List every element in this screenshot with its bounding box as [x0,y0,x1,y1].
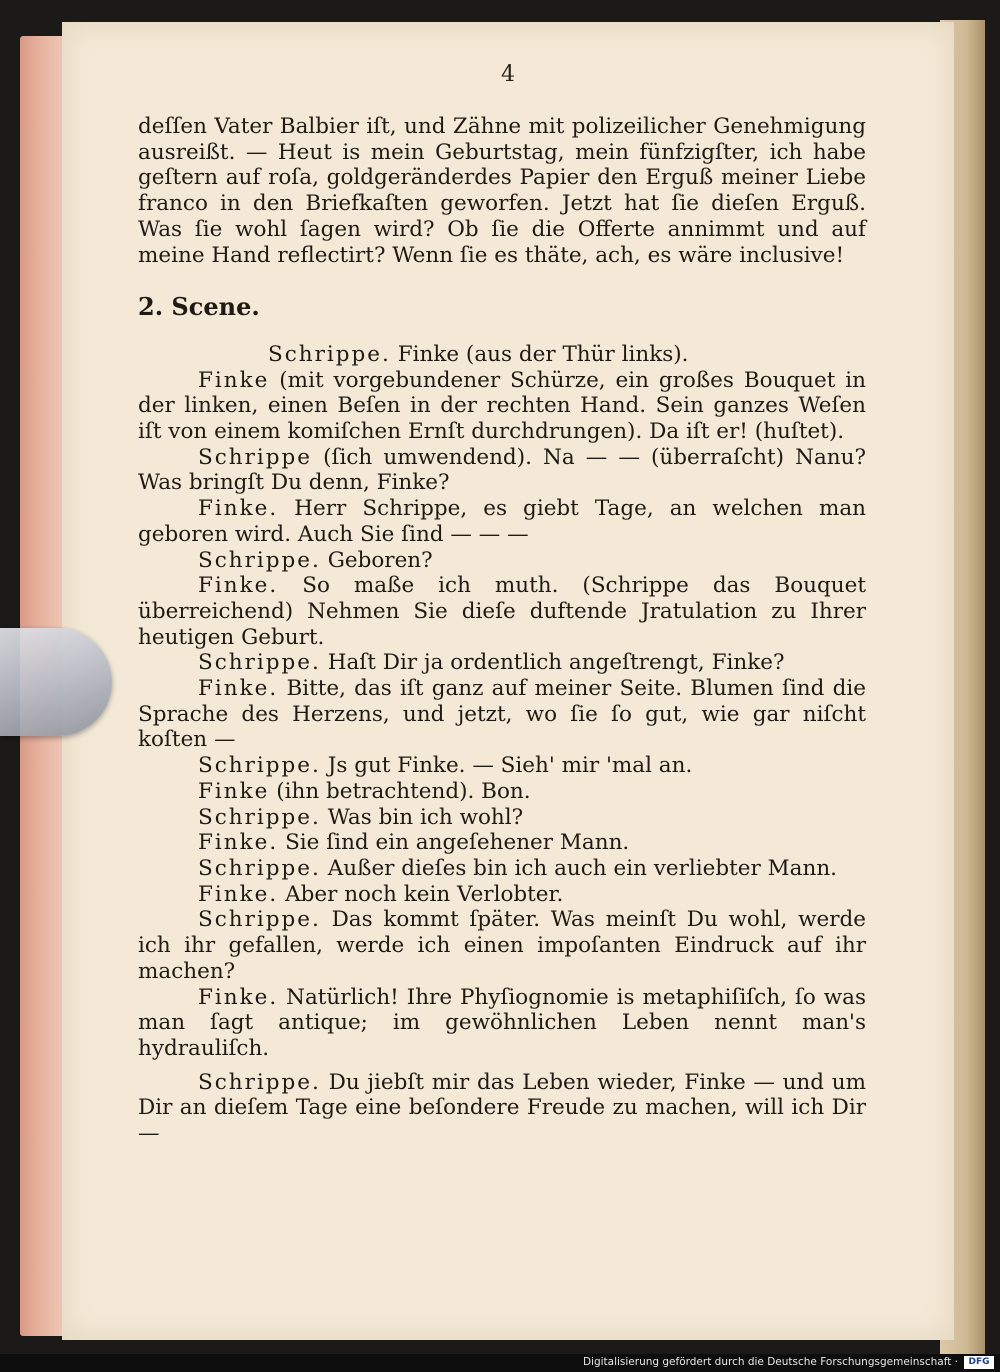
speech-text: (ſich umwendend). Na — — (überraſcht) Nanu? Was bringſt Du denn, Finke? [138,444,866,496]
speech-text: (ihn betrachtend). Bon. [276,778,531,804]
speaker-name: Finke. [198,496,279,522]
speech-line [138,779,866,805]
book-page [62,22,954,1340]
speech-line [138,676,866,753]
scene-heading: 2. Scene. [138,292,260,322]
stage-text: Finke (aus der Thür links). [397,341,689,367]
speech-line [138,1070,866,1147]
speech-line [138,368,866,445]
speech-line [138,753,866,779]
speech-line [138,573,866,650]
speaker-name: Schrippe. [198,907,321,933]
speaker-name: Schrippe. [268,341,391,367]
speech-line [138,856,866,882]
stage-direction [138,342,866,368]
speech-line [138,650,866,676]
speaker-name: Schrippe. [198,804,321,830]
speech-line [138,805,866,831]
speech-text: Aber noch kein Verlobter. [285,881,564,907]
speech-line [138,830,866,856]
page-clip [0,628,112,736]
speech-line [138,882,866,908]
speech-line [138,548,866,574]
speaker-name: Finke [198,367,270,393]
speaker-name: Schrippe. [198,650,321,676]
page-number: 4 [501,62,515,87]
speaker-name: Schrippe. [198,855,321,881]
speech-text: Außer dieſes bin ich auch ein verliebter Mann. [327,855,837,881]
dfg-logo: DFG [964,1356,994,1369]
speech-text: So maße ich muth. (Schrippe das Bouquet überreichend) Nehmen Sie dieſe duftende Jratulation zu Ihrer heutigen Geburt. [138,573,866,650]
speaker-name: Finke. [198,881,279,907]
speech-text: Geboren? [327,547,433,573]
speaker-name: Finke. [198,830,279,856]
text-block [138,114,866,1147]
speech-line [138,985,866,1062]
spacer [138,1062,866,1070]
speech-text: Js gut Finke. — Sieh' mir 'mal an. [327,753,693,779]
intro-paragraph: deſſen Vater Balbier iſt, und Zähne mit polizeilicher Genehmigung ausreißt. — Heut is mein Geburtstag, mein fünfzigſter, ich habe geſtern auf roſa, goldgeränderdes Papier den Erguß meiner Liebe franco in den Briefkaſten geworfen. Jetzt hat ſie dieſen Erguß. Was ſie wohl ſagen wird? Ob ſie die Offerte annimmt und auf meine Hand reflectirt? Wenn ſie es thäte, ach, es wäre inclusive! [138,114,866,268]
speaker-name: Schrippe. [198,1069,321,1095]
speaker-name: Schrippe. [198,753,321,779]
speaker-name: Finke. [198,984,279,1010]
footer-credit: Digitalisierung gefördert durch die Deutsche Forschungsgemeinschaft · [582,1356,958,1368]
speaker-name: Schrippe [198,444,313,470]
speech-text: Was bin ich wohl? [327,804,524,830]
speech-line [138,445,866,496]
speech-text: (mit vorgebundener Schürze, ein großes Bouquet in der linken, einen Beſen in der rechten Hand. Sein ganzes Weſen iſt von einem komiſchen Ernſt durchdrungen). Da iſt er! (huſtet). [138,367,866,445]
speech-text: Haſt Dir ja ordentlich angeſtrengt, Finke? [327,650,785,676]
speech-line [138,907,866,984]
speaker-name: Finke. [198,573,279,599]
speech-text: Du jiebſt mir das Leben wieder, Finke — und um Dir an dieſem Tage eine beſondere Freude zu machen, will ich Dir — [138,1069,866,1147]
speaker-name: Schrippe. [198,547,321,573]
speech-text: Das kommt ſpäter. Was meinſt Du wohl, werde ich ihr gefallen, werde ich einen impoſanten Eindruck auf ihr machen? [138,907,866,984]
speaker-name: Finke. [198,676,279,702]
speech-text: Bitte, das iſt ganz auf meiner Seite. Blumen ſind die Sprache des Herzens, und jetzt, wo ſie ſo gut, wie gar niſcht koſten — [138,676,866,753]
speech-text: Sie ſind ein angeſehener Mann. [285,830,630,856]
speaker-name: Finke [198,778,270,804]
speech-text: Natürlich! Ihre Phyſiognomie is metaphiſiſch, ſo was man ſagt antique; im gewöhnlichen Leben nennt man's hydrauliſch. [138,984,866,1061]
speech-line [138,496,866,547]
speech-text: Herr Schrippe, es giebt Tage, an welchen man geboren wird. Auch Sie ſind — — — [138,496,866,547]
